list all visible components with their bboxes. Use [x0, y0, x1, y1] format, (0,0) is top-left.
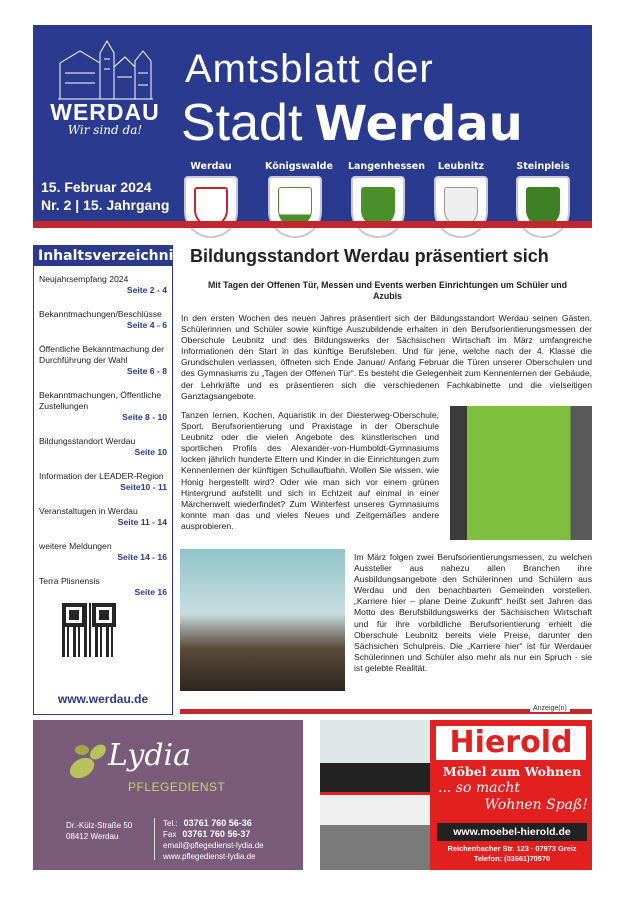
issue-date: 15. Februar 2024 [41, 179, 152, 195]
email-link[interactable]: email@pflegedienst-lydia.de [163, 841, 264, 850]
article-headline: Bildungsstandort Werdau präsentiert sich [190, 246, 549, 266]
toc-item-page: Seite 11 - 14 [117, 517, 167, 527]
toc-item-page: Seite 4 - 6 [126, 320, 167, 330]
toc-item[interactable] [34, 344, 172, 377]
hierold-address [432, 844, 592, 864]
lydia-subtitle: PFLEGEDIENST [128, 780, 226, 794]
logo-name: WERDAU [50, 99, 160, 125]
toc-item-page: Seite 14 - 16 [117, 552, 167, 562]
slogan-line: ... so macht [438, 780, 520, 796]
kitchen-photo [320, 720, 430, 792]
article-subheadline: Mit Tagen der Offenen Tür, Messen und Events werben Einrichtungen um Schüler und Azubis [207, 280, 568, 301]
toc-item-page: Seite 2 - 4 [126, 285, 167, 295]
hierold-tagline: Möbel zum Wohnen [442, 764, 582, 779]
toc-title: Inhaltsverzeichnis [34, 245, 172, 266]
slogan-line: Wohnen Spaß! [484, 797, 588, 813]
toc-item-label: Öffentliche Bekanntmachung der Durchführung der Wahl [39, 344, 165, 365]
lydia-contact [163, 818, 264, 862]
crest-label: Königswalde [265, 161, 333, 172]
street: Dr.-Külz-Straße 50 [66, 821, 133, 830]
crest-label: Steinpleis [516, 161, 570, 172]
ad-label: Anzeige(n) [530, 705, 570, 712]
issue-number: Nr. 2 | 15. Jahrgang [41, 197, 170, 213]
title-werdau: Werdau [314, 96, 523, 152]
green-screen-photo [450, 406, 592, 540]
toc-item[interactable] [34, 471, 172, 493]
toc-item[interactable] [34, 541, 172, 563]
toc-item-label: Information der LEADER-Region [39, 471, 164, 481]
toc-item-label: weitere Meldungen [39, 541, 112, 551]
fairytale-projection-photo [180, 549, 345, 691]
toc-item[interactable] [34, 506, 172, 528]
toc-item[interactable] [34, 309, 172, 331]
lydia-logo-text: Lydia [108, 738, 192, 773]
fax-number: 03761 760 56-37 [182, 829, 251, 839]
hierold-slogan [438, 780, 588, 814]
toc-item-page: Seite 16 [134, 587, 167, 597]
toc-item[interactable] [34, 390, 172, 423]
article-paragraph: Im März folgen zwei Berufsorientierungsmessen, zu welchen Aussteller aus nahezu allen Branchen ihre Ausbildungsangebote den Schülerinnen und Schülern aus Werdau und den benachbarten Gemeinden vorstellen. „Karriere hier – plane Deine Zukunft“ heißt seit Jahren das Motto des Berufsbildungswerks der Sächsischen Wirtschaft und für ihre vorbildliche Berufsorientierung erhielt die Oberschule Leubnitz bereits viele Preise, darunter den Sächsichen Schulpreis. Die „Karriere hier“ ist für Werdauer Schülerinnen und Schüler also mehr als nur ein Spruch - sie ist gelebte Realität. [354, 552, 592, 673]
toc-item-label: Veranstaltugen in Werdau [39, 506, 138, 516]
issue-info [41, 178, 169, 214]
leaf-icon [68, 740, 113, 785]
toc-item[interactable] [34, 274, 172, 296]
title-line-1: Amtsblatt der [185, 47, 434, 91]
phone: Telefon: (03661)70570 [473, 854, 551, 863]
toc-item-page: Seite10 - 11 [120, 482, 167, 492]
ad-hierold[interactable] [320, 720, 592, 870]
web-link[interactable]: www.pflegedienst-lydia.de [163, 852, 256, 861]
address: Reichenbacher Str. 123 · 07973 Greiz [447, 844, 577, 853]
qr-code[interactable] [62, 603, 116, 657]
city: 08412 Werdau [66, 832, 119, 841]
hierold-logo: Hierold [436, 726, 586, 760]
hierold-url[interactable]: www.moebel-hierold.de [437, 823, 587, 841]
title-line-2 [181, 93, 523, 153]
divider [154, 818, 155, 860]
toc-item[interactable] [34, 436, 172, 458]
toc-item-page: Seite 6 - 8 [126, 366, 167, 376]
toc-item-label: Terra Plisnensis [39, 576, 100, 586]
town-hall-icon [55, 33, 155, 101]
fax-label: Fax [163, 830, 177, 839]
toc-item[interactable] [34, 576, 172, 598]
table-of-contents [33, 245, 182, 715]
logo-slogan: Wir sind da! [67, 123, 143, 137]
crest-label: Langenhessen [348, 161, 425, 172]
ad-lydia-pflegedienst[interactable] [33, 720, 303, 870]
header-stripe [33, 221, 592, 228]
toc-item-page: Seite 8 - 10 [122, 412, 167, 422]
crest-label: Werdau [190, 161, 232, 172]
article-paragraph: In den ersten Wochen des neuen Jahres präsentiert sich der Bildungsstandort Werdau seinen Gästen. Schülerinnen und Schüler sowie künftige Auszubildende erhalten in den Berufsorientierungsmessen der Oberschule Leubnitz und des Bildungswerks der Sächsischen Wirtschaft im März umfangreiche Informationen den Start in das künftige Berufsleben. Und für jene, welche nach der 4. Klasse die Grundschulen verlassen, öffneten sich Ende Januar/ Anfang Februar die Türen unserer Oberschulen und des Gymnasiums zu „Tagen der Offenen Tür“. Es besteht die Gelegenheit zum Kennenlernen der Gebäude, der Lehrkräfte und es präsentieren sich die verschiedenen Fachkabinette und die vielseitigen Ganztagsangebote. [181, 313, 592, 401]
werdau-logo [45, 33, 165, 153]
masthead [33, 25, 592, 222]
toc-item-label: Bekanntmachungen/Beschlüsse [39, 309, 162, 319]
tel-number: 03761 760 56-36 [183, 818, 252, 828]
website-link[interactable]: www.werdau.de [57, 692, 149, 706]
toc-item-page: Seite 10 [134, 447, 167, 457]
lydia-address [66, 820, 132, 842]
title-stadt: Stadt [181, 94, 303, 152]
toc-item-label: Neujahrsempfang 2024 [39, 274, 129, 284]
crest-label: Leubnitz [437, 161, 485, 172]
article-paragraph: Tanzen lernen, Kochen, Aquaristik in der Diesterweg-Oberschule, Sport, Berufsorientierung und Praxistage in der Oberschule Leubnitz oder die vielen Angebote des künstlerischen und sportlichen Profils des Alexander-von-Humboldt-Gymnasiums locken jährlich hunderte Eltern und Kinder in die Einrichtungen zum Kennenlernen der künftigen Schullaufbahn. Wollen Sie wissen, wie Honig hergestellt wird? Oder wie man sich vor einem grünen Hintergrund aufstellt und sich in Echtzeit auf einmal in einer Märchenwelt wiederfindet? Zum Winterfest unseres Gymnasiums konnte man das und vieles Neues und Zeitgemäßes andere ausprobieren. [181, 410, 439, 531]
toc-item-label: Bekanntmachungen, Öffentliche Zustellungen [39, 390, 162, 411]
tel-label: Tel.: [163, 819, 178, 828]
toc-item-label: Bildungsstandort Werdau [39, 436, 136, 446]
kitchen-photo [320, 795, 430, 870]
